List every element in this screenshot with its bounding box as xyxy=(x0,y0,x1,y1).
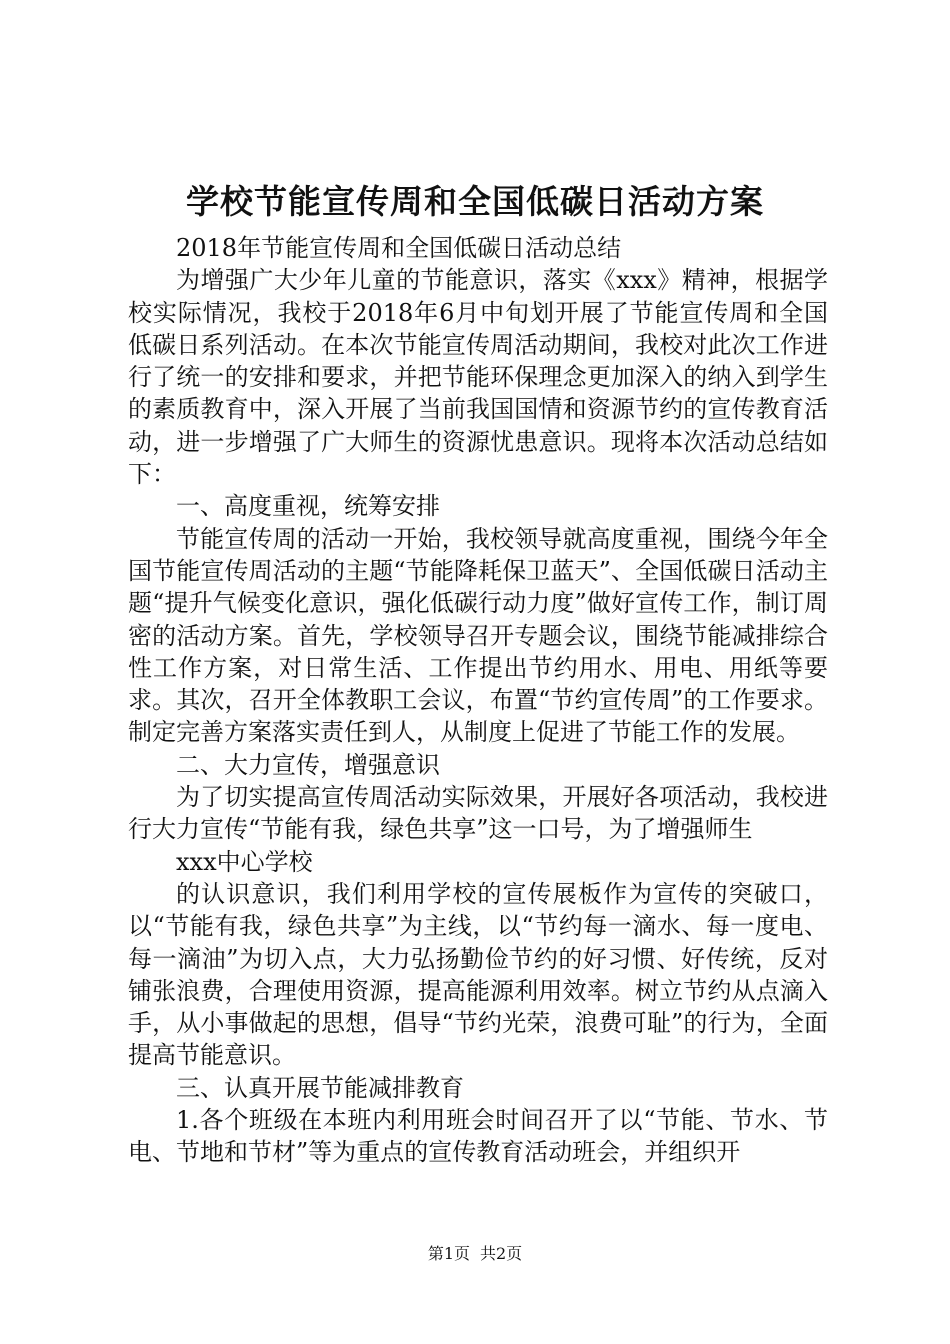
document-body xyxy=(128,232,828,1169)
section-heading-3: 三、认真开展节能减排教育 xyxy=(176,1073,464,1102)
intro-paragraph: 为增强广大少年儿童的节能意识，落实《xxx》精神，根据学校实际情况，我校于2018年6月中旬划开展了节能宣传周和全国低碳日系列活动。在本次节能宣传周活动期间，我校对此次工作进行了统一的安排和要求，并把节能环保理念更加深入的纳入到学生的素质教育中，深入开展了当前我国国情和资源节约的宣传教育活动，进一步增强了广大师生的资源忧患意识。现将本次活动总结如下： xyxy=(128,266,828,489)
page-number: 第1页 xyxy=(427,1244,470,1263)
page-footer xyxy=(0,1243,950,1265)
section-2-paragraph: 为了切实提高宣传周活动实际效果，开展好各项活动，我校进行大力宣传“节能有我，绿色共享”这一口号，为了增强师生 xyxy=(128,783,828,844)
section-heading-2: 二、大力宣传，增强意识 xyxy=(176,750,440,779)
section-1-paragraph: 节能宣传周的活动一开始，我校领导就高度重视，围绕今年全国节能宣传周活动的主题“节能降耗保卫蓝天”、全国低碳日活动主题“提升气候变化意识，强化低碳行动力度”做好宣传工作，制订周密的活动方案。首先，学校领导召开专题会议，围绕节能减排综合性工作方案，对日常生活、工作提出节约用水、用电、用纸等要求。其次，召开全体教职工会议，布置“节约宣传周”的工作要求。制定完善方案落实责任到人，从制度上促进了节能工作的发展。 xyxy=(128,524,828,747)
page-total: 共2页 xyxy=(480,1244,523,1263)
summary-heading: 2018年节能宣传周和全国低碳日活动总结 xyxy=(176,234,622,262)
section-heading-1: 一、高度重视，统筹安排 xyxy=(176,492,440,521)
school-name: xxx中心学校 xyxy=(176,847,313,876)
section-2-continued: 的认识意识，我们利用学校的宣传展板作为宣传的突破口，以“节能有我，绿色共享”为主线，以“节约每一滴水、每一度电、每一滴油”为切入点，大力弘扬勤俭节约的好习惯、好传统，反对铺张浪费，合理使用资源，提高能源利用效率。树立节约从点滴入手，从小事做起的思想，倡导“节约光荣，浪费可耻”的行为，全面提高节能意识。 xyxy=(128,879,828,1070)
document-title: 学校节能宣传周和全国低碳日活动方案 xyxy=(186,182,764,221)
section-3-item-1: 1.各个班级在本班内利用班会时间召开了以“节能、节水、节电、节地和节材”等为重点的宣传教育活动班会，并组织开 xyxy=(128,1106,828,1167)
